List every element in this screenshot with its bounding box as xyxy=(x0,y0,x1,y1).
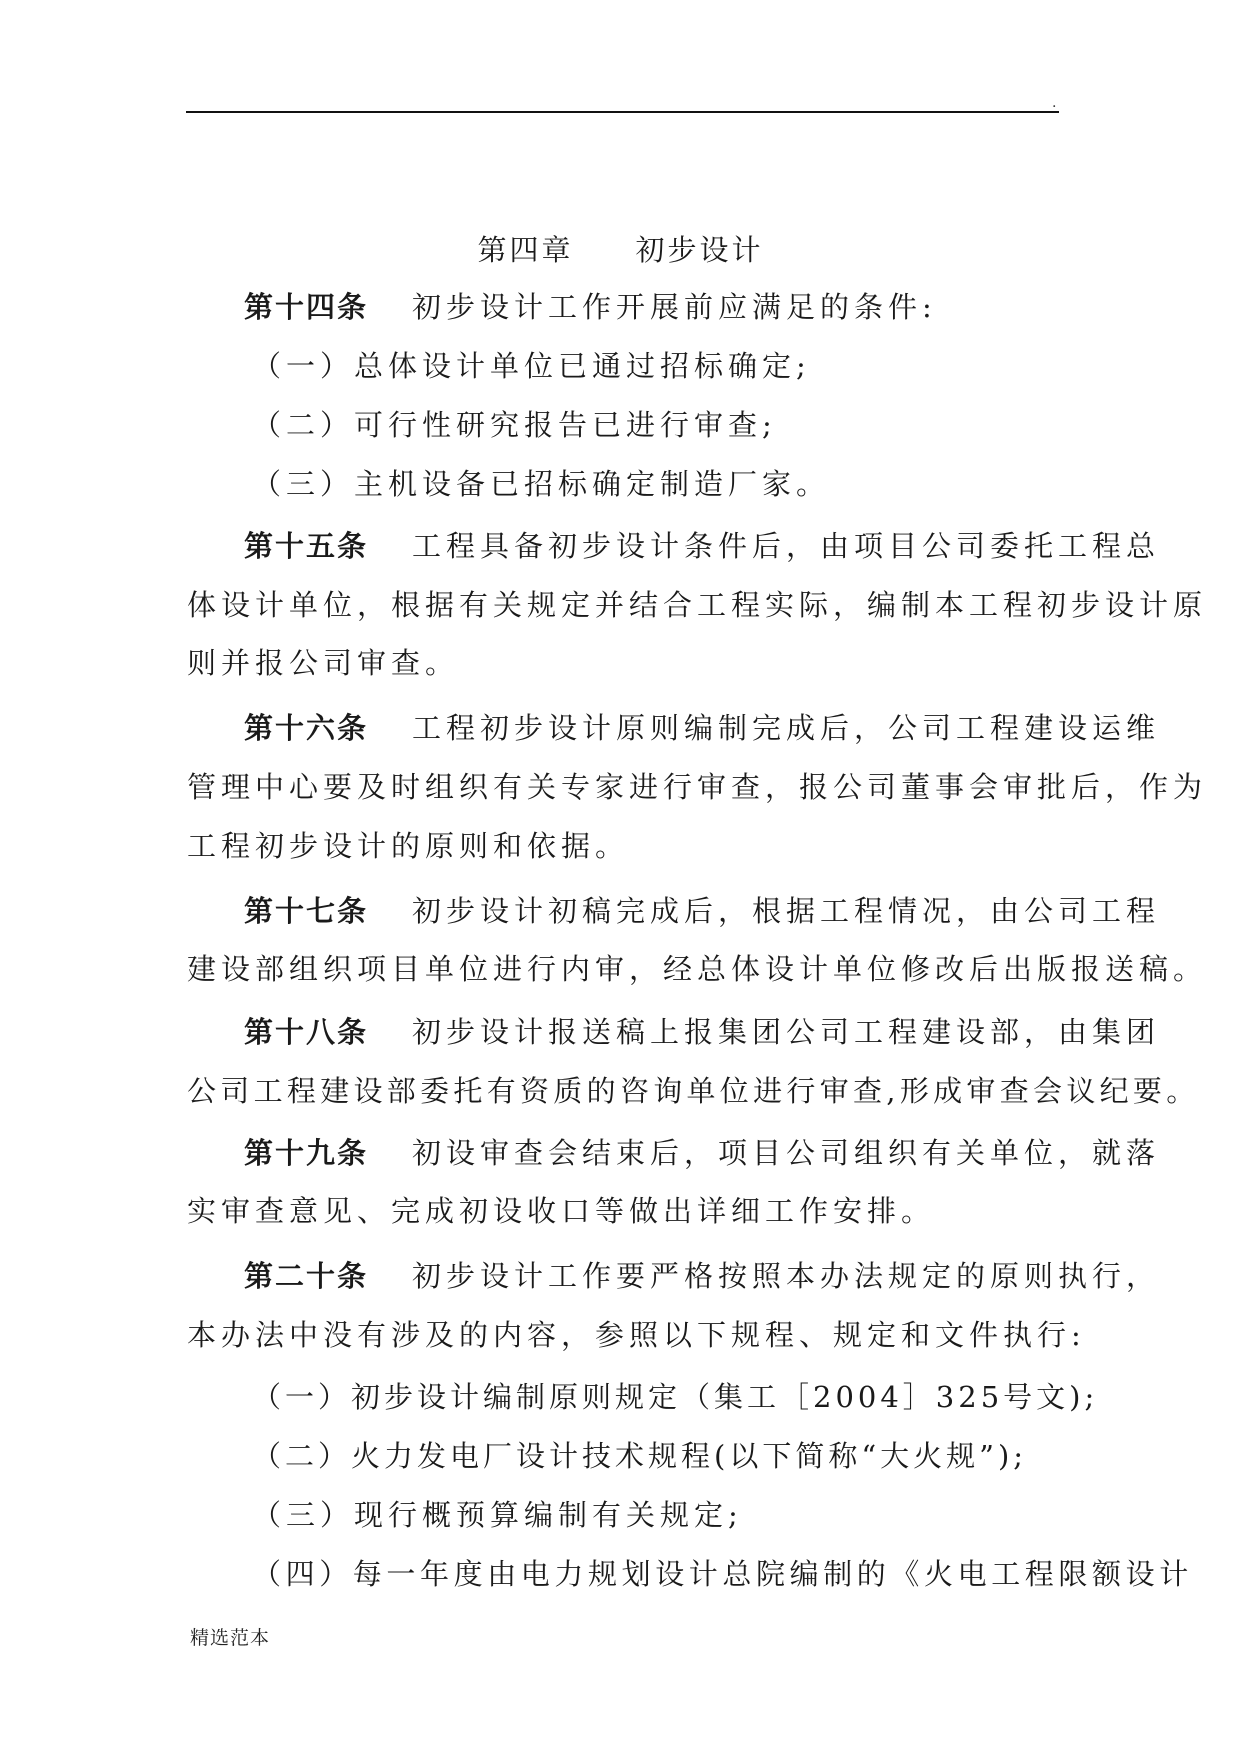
article-number: 第十六条 xyxy=(244,711,369,745)
article-text: 初步设计初稿完成后，根据工程情况，由公司工程 xyxy=(412,894,1161,928)
article-number: 第十七条 xyxy=(244,894,369,928)
article-20-item: （三）现行概预算编制有关规定; xyxy=(252,1498,743,1532)
article-text-line: 本办法中没有涉及的内容，参照以下规程、规定和文件执行: xyxy=(187,1318,1086,1352)
article-17-first-line xyxy=(244,891,1160,931)
footer-note: 精选范本 xyxy=(190,1627,271,1649)
article-text: 初步设计工作要严格按照本办法规定的原则执行， xyxy=(412,1259,1161,1293)
article-number: 第十四条 xyxy=(244,290,369,324)
article-text-line: 建设部组织项目单位进行内审，经总体设计单位修改后出版报送稿。 xyxy=(187,952,1208,986)
article-number: 第十五条 xyxy=(244,529,369,563)
article-14-item: （三）主机设备已招标确定制造厂家。 xyxy=(252,467,831,501)
article-20-item: （一）初步设计编制原则规定（集工［2004］325号文); xyxy=(252,1380,1099,1414)
article-text: 初步设计报送稿上报集团公司工程建设部，由集团 xyxy=(412,1015,1161,1049)
article-text-line: 工程初步设计的原则和依据。 xyxy=(187,829,630,863)
article-text-line: 则并报公司审查。 xyxy=(187,646,460,680)
article-text-line: 公司工程建设部委托有资质的咨询单位进行审查,形成审查会议纪要。 xyxy=(187,1074,1200,1108)
chapter-title: 初步设计 xyxy=(635,233,764,267)
article-text: 工程具备初步设计条件后，由项目公司委托工程总 xyxy=(412,529,1161,563)
article-14-item: （二）可行性研究报告已进行审查; xyxy=(252,408,777,442)
article-15-first-line xyxy=(244,526,1160,566)
article-text: 初步设计工作开展前应满足的条件: xyxy=(412,290,937,324)
header-mark: . xyxy=(1052,95,1057,111)
article-18-first-line xyxy=(244,1012,1160,1052)
article-14-first-line xyxy=(244,287,937,327)
article-20-item: （二）火力发电厂设计技术规程(以下简称“大火规”); xyxy=(252,1439,1028,1473)
article-20-item: （四）每一年度由电力规划设计总院编制的《火电工程限额设计 xyxy=(252,1557,1193,1591)
article-16-first-line xyxy=(244,708,1160,748)
article-text: 初设审查会结束后，项目公司组织有关单位，就落 xyxy=(412,1136,1161,1170)
chapter-heading xyxy=(0,230,1241,270)
article-19-first-line xyxy=(244,1133,1160,1173)
article-14-item: （一）总体设计单位已通过招标确定; xyxy=(252,349,811,383)
article-text: 工程初步设计原则编制完成后，公司工程建设运维 xyxy=(412,711,1161,745)
chapter-number: 第四章 xyxy=(477,233,574,267)
article-20-first-line xyxy=(244,1256,1160,1296)
article-text-line: 实审查意见、完成初设收口等做出详细工作安排。 xyxy=(187,1194,936,1228)
article-text-line: 体设计单位，根据有关规定并结合工程实际，编制本工程初步设计原 xyxy=(187,588,1208,622)
article-number: 第十八条 xyxy=(244,1015,369,1049)
header-rule xyxy=(186,111,1059,113)
article-number: 第十九条 xyxy=(244,1136,369,1170)
article-text-line: 管理中心要及时组织有关专家进行审查，报公司董事会审批后，作为 xyxy=(187,770,1208,804)
article-number: 第二十条 xyxy=(244,1259,369,1293)
